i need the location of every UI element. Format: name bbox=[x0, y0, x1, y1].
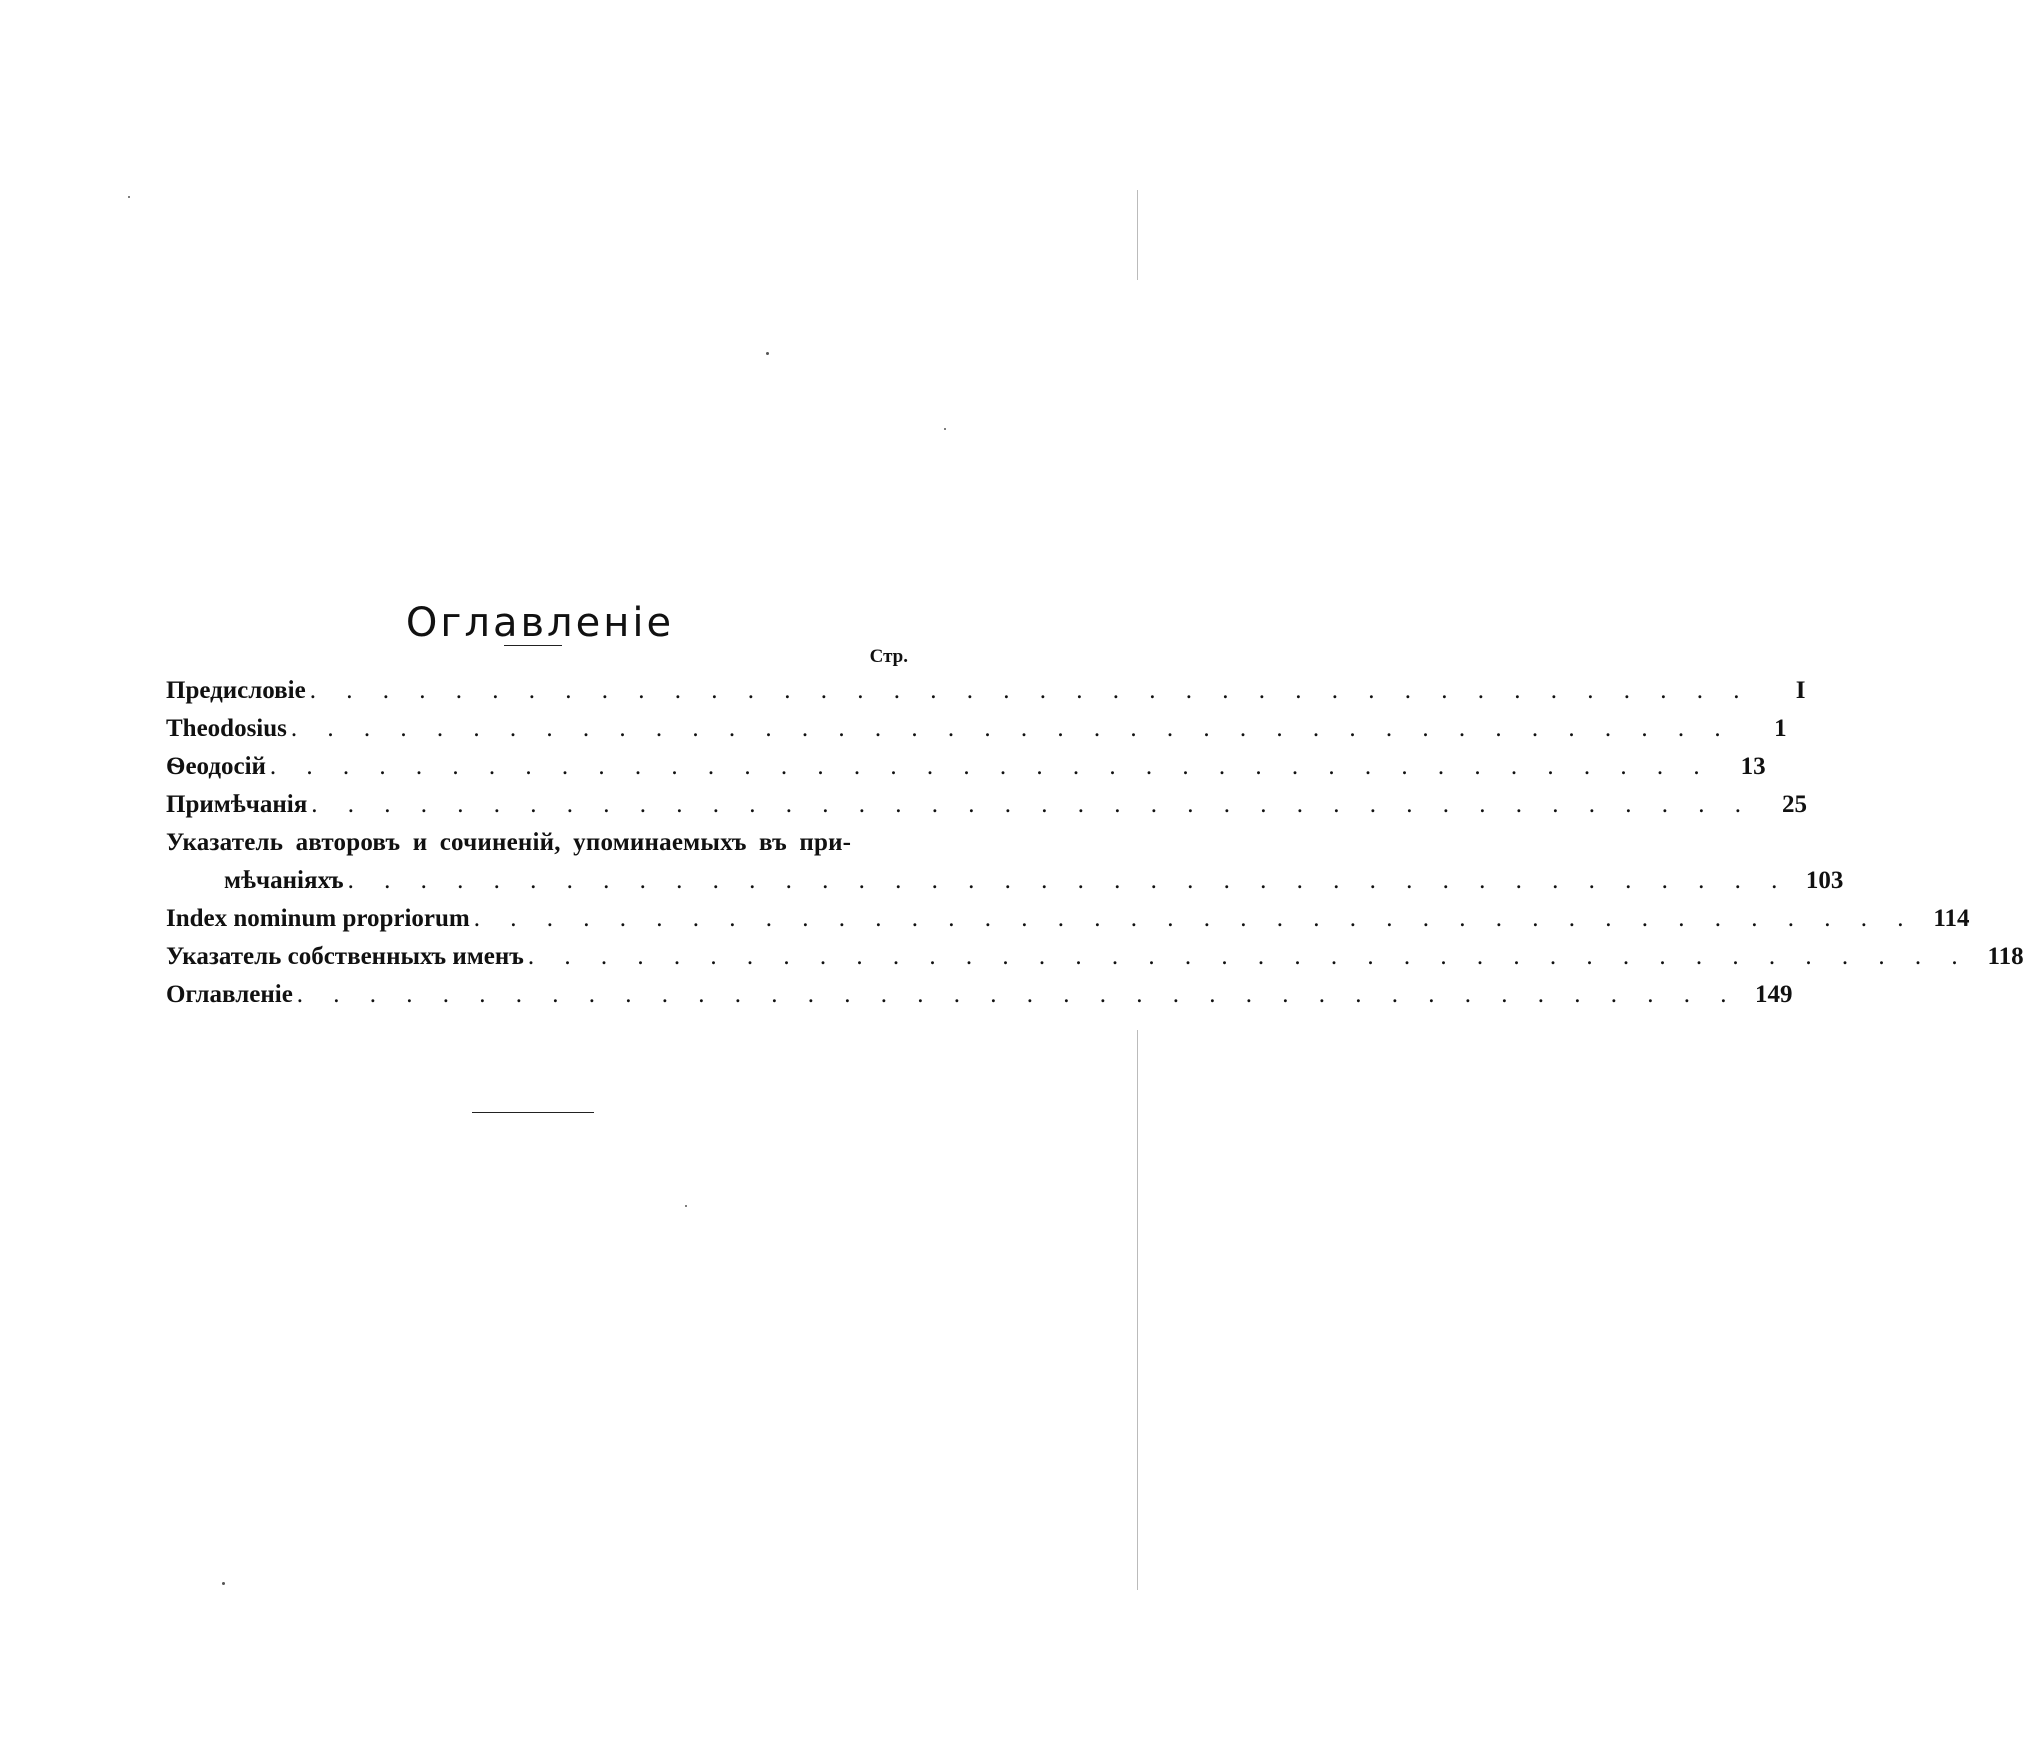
toc-entry-page: 118 bbox=[1987, 943, 2024, 970]
toc-entry-label: Index nominum propriorum bbox=[166, 905, 470, 932]
toc-entry-page: 103 bbox=[1805, 867, 1844, 894]
dot-leader: . . . . . . . . . . . . . . . . . . . . . . . . . . . . . . . . . . . . . . . . bbox=[309, 677, 1752, 704]
paper-speck bbox=[222, 1582, 225, 1585]
toc-entry[interactable] bbox=[166, 672, 1806, 710]
toc-entry[interactable] bbox=[166, 938, 2024, 976]
dot-leader: . . . . . . . . . . . . . . . . . . . . . . . . . . . . . . . . . . . . . . . . bbox=[296, 981, 1739, 1008]
paper-speck bbox=[128, 196, 130, 198]
toc-entry[interactable] bbox=[166, 976, 1793, 1014]
toc-entry[interactable] bbox=[166, 710, 1787, 748]
dot-leader: . . . . . . . . . . . . . . . . . . . . . . . . . . . . . . . . . . . . . . . . bbox=[290, 715, 1733, 742]
toc-entry-page: 13 bbox=[1740, 753, 1766, 780]
dot-leader: . . . . . . . . . . . . . . . . . . . . . . . . . . . . . . . . . . . . . . . . bbox=[473, 905, 1916, 932]
paper-speck bbox=[766, 352, 769, 355]
toc-entry-page: 149 bbox=[1755, 981, 1793, 1008]
scan-edge bbox=[1137, 1030, 1138, 1590]
toc-entry-label: Указатель собственныхъ именъ bbox=[166, 943, 524, 970]
toc-entry[interactable] bbox=[166, 786, 1808, 824]
toc-entry-label: Предисловіе bbox=[166, 677, 306, 704]
toc-entry-label: Ѳеодосій bbox=[166, 753, 266, 780]
paper-speck bbox=[944, 428, 946, 430]
dot-leader: . . . . . . . . . . . . . . . . . . . . . . . . . . . . . . . . . . . . . . . . bbox=[527, 943, 1970, 970]
toc-entry-label-continued: мѣчаніяхъ bbox=[224, 867, 344, 894]
page-title: Оглавленіе bbox=[405, 599, 675, 646]
page-column-label: Стр. bbox=[869, 646, 908, 667]
toc-entry-page: 25 bbox=[1782, 791, 1808, 818]
paper-speck bbox=[685, 1205, 687, 1207]
scan-edge bbox=[1137, 190, 1138, 280]
dot-leader: . . . . . . . . . . . . . . . . . . . . . . . . . . . . . . . . . . . . . . . . bbox=[347, 867, 1790, 894]
toc-entry-label: Theodosius bbox=[166, 715, 287, 742]
toc-entry-label: Оглавленіе bbox=[166, 981, 293, 1008]
toc-entry-continuation bbox=[166, 862, 1844, 900]
toc-entry-page: I bbox=[1795, 677, 1806, 704]
toc-entry-label: Указатель авторовъ и сочиненій, упоминаемыхъ въ при- bbox=[166, 829, 852, 856]
toc-entry[interactable] bbox=[166, 900, 1970, 938]
table-of-contents bbox=[166, 672, 2024, 1014]
toc-entry-page: 1 bbox=[1774, 715, 1787, 742]
dot-leader: . . . . . . . . . . . . . . . . . . . . . . . . . . . . . . . . . . . . . . . . bbox=[269, 753, 1712, 780]
toc-entry-label: Примѣчанія bbox=[166, 791, 308, 818]
dot-leader: . . . . . . . . . . . . . . . . . . . . . . . . . . . . . . . . . . . . . . . . bbox=[311, 791, 1754, 818]
toc-entry[interactable] bbox=[166, 824, 1844, 900]
toc-entry-page: 114 bbox=[1933, 905, 1970, 932]
title-divider bbox=[504, 645, 562, 646]
end-divider bbox=[472, 1112, 594, 1113]
toc-entry[interactable] bbox=[166, 748, 1766, 786]
